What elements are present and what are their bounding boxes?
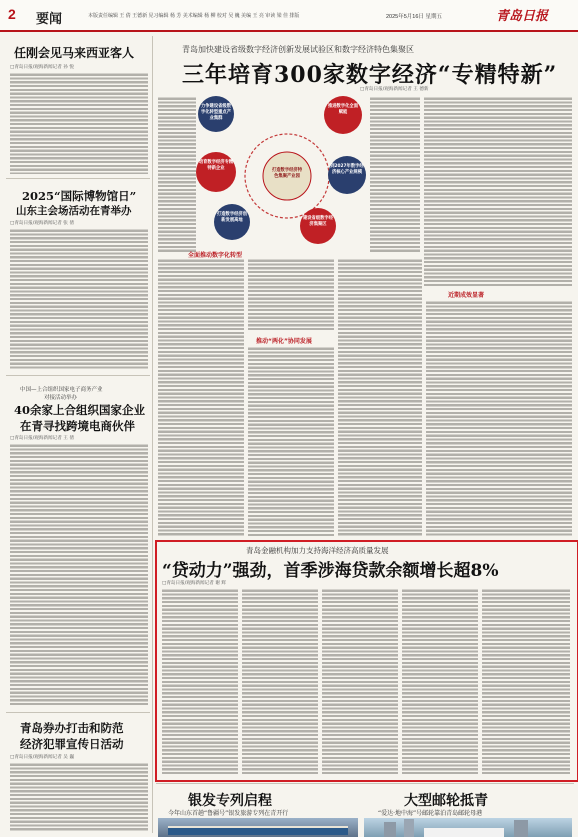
- article-title: 40余家上合组织国家企业: [14, 403, 146, 417]
- feature-body: [402, 588, 478, 774]
- newspaper-logo: 青岛日报: [496, 9, 549, 24]
- main-body: [158, 96, 196, 252]
- main-subhead: 全面推动数字化转型: [188, 252, 243, 259]
- main-body: [370, 96, 420, 252]
- article-kicker: 对接活动举办: [44, 395, 78, 401]
- article-divider: [6, 178, 150, 179]
- article-title: 任刚会见马来西亚客人: [14, 46, 135, 60]
- train-photo: [158, 818, 358, 837]
- article-body: [10, 72, 148, 174]
- main-headline: 三年培育300家数字经济“专精特新”: [182, 62, 558, 88]
- feature-body: [162, 588, 238, 774]
- article-title: 山东主会场活动在青举办: [16, 205, 132, 217]
- article-title: 银发专列启程: [188, 793, 272, 809]
- article-byline: □青岛日报/观海新闻记者 孙 悦: [10, 65, 74, 70]
- article-kicker: 中国—上合组织国家电子商务产业: [20, 387, 103, 393]
- cruise-ship-photo: [364, 818, 572, 837]
- feature-body: [242, 588, 318, 774]
- main-body: [158, 258, 244, 536]
- column-divider: [152, 36, 153, 833]
- article-divider: [6, 375, 150, 376]
- infographic-bubble: [196, 152, 236, 192]
- page-number: 2: [8, 6, 16, 22]
- article-byline: □青岛日报/观海新闻记者 王 倩: [10, 436, 74, 441]
- article-title: 青岛券办打击和防范: [20, 721, 124, 735]
- infographic-bubble-label: 力争建设省级数字化转型重点产业集群: [200, 104, 232, 121]
- staff-line: 本版责任编辑 王 倩 王德新 见习编辑 杨 芳 美术编辑 杨 柳 校对 吴 巍 美编 王 亮 审读 梁 佳 排版: [88, 13, 300, 19]
- feature-headline: “贷动力”强劲，首季涉海贷款余额增长超8%: [162, 561, 499, 581]
- main-body: [248, 346, 334, 536]
- page-header: [0, 0, 578, 32]
- main-subhead: 近期成效显著: [448, 292, 485, 299]
- article-byline: □青岛日报/观海新闻记者 吴 巍: [10, 755, 74, 760]
- article-body: [10, 762, 148, 832]
- article-title: 在青寻找跨境电商伙伴: [20, 419, 135, 433]
- article-divider: [156, 783, 574, 784]
- article-body: [10, 443, 148, 707]
- main-body: [338, 258, 422, 536]
- article-title: 2025“国际博物馆日”: [22, 189, 137, 203]
- article-subtitle: “爱达·地中海”号邮轮靠泊青岛邮轮母港: [378, 810, 483, 817]
- infographic-bubble-label: 推进数字化全面赋能: [327, 104, 359, 115]
- main-subhead: 推动“两化”协同发展: [256, 338, 312, 345]
- infographic-bubble-label: 培育数字经济专精特新企业: [198, 160, 234, 171]
- main-body: [248, 258, 334, 330]
- article-divider: [6, 712, 150, 713]
- main-body: [426, 300, 572, 536]
- main-byline: □青岛日报/观海新闻记者 王 德新: [360, 87, 429, 92]
- article-title: 大型邮轮抵青: [404, 793, 488, 809]
- article-body: [10, 228, 148, 370]
- infographic-bubble-label: 建设省级数字经济集聚区: [302, 216, 334, 227]
- feature-kicker: 青岛金融机构加力支持海洋经济高质量发展: [246, 546, 389, 555]
- article-title: 经济犯罪宣传日活动: [20, 737, 124, 751]
- infographic-bubble-label: 打造数字经济创新发展高地: [216, 212, 248, 223]
- infographic-bubble-label: 到2027年数字经济核心产业规模: [330, 164, 364, 175]
- feature-body: [322, 588, 398, 774]
- page-section: 要闻: [36, 11, 63, 26]
- feature-body: [482, 588, 570, 774]
- train-photo-graphic: [158, 818, 358, 837]
- article-byline: □青岛日报/观海新闻记者 张 倩: [10, 221, 74, 226]
- cruise-ship-graphic: [364, 818, 572, 837]
- infographic-center-label: 打造数字经济特色集聚产业园: [271, 168, 303, 179]
- main-kicker: 青岛加快建设省级数字经济创新发展试验区和数字经济特色集聚区: [182, 45, 414, 54]
- issue-date: 2025年5月16日 星期五: [386, 14, 442, 20]
- article-subtitle: 今年山东首趟“鲁疆号”银发旅游专列在青开行: [168, 810, 289, 817]
- feature-byline: □青岛日报/观海新闻记者 谢 辉: [162, 581, 226, 586]
- main-body: [424, 96, 572, 286]
